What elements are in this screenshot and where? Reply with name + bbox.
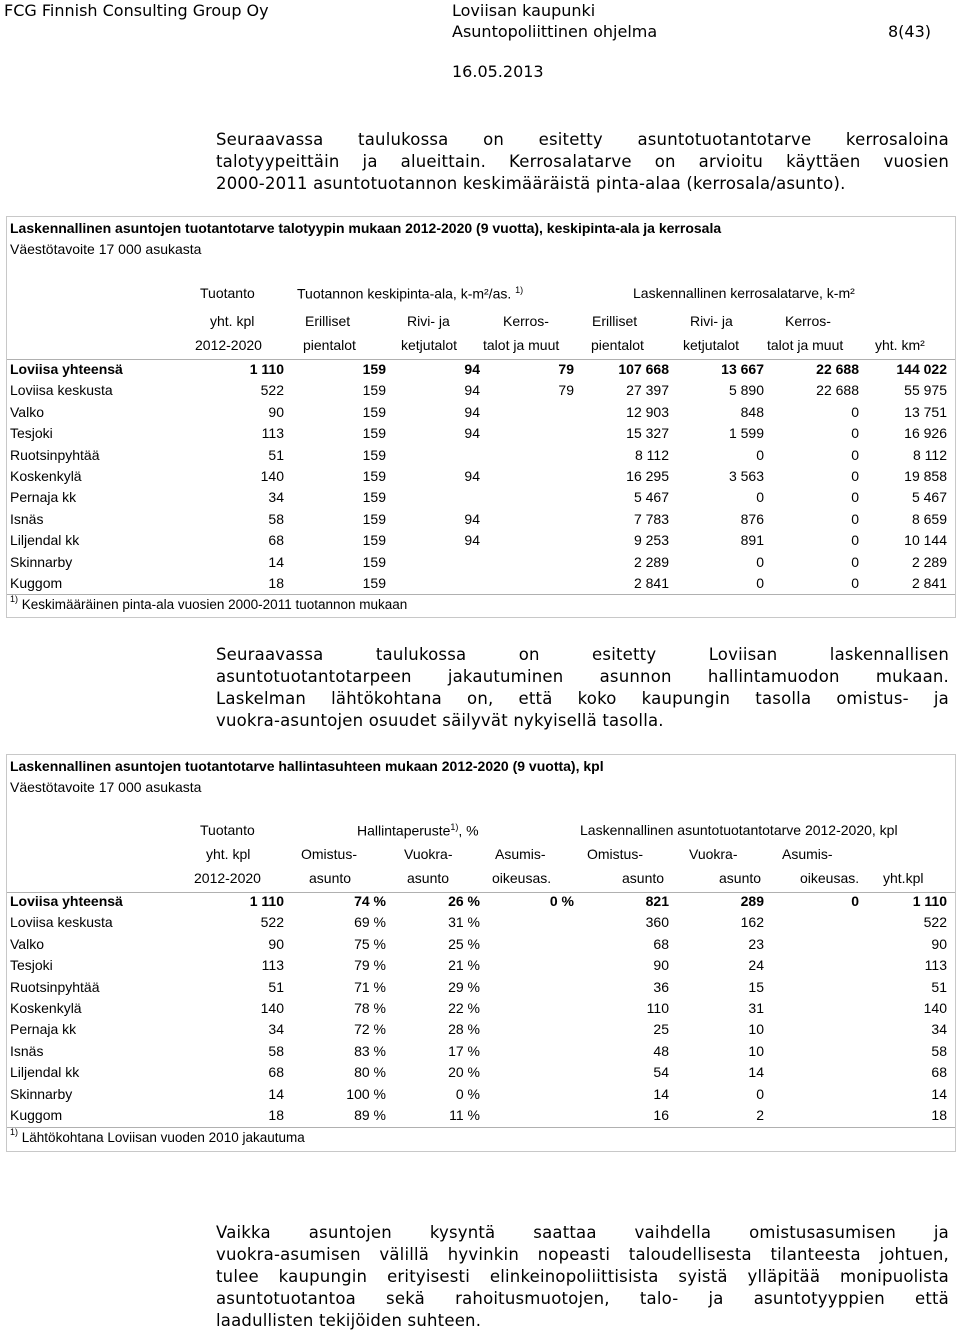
value-cell: 0 — [851, 489, 859, 506]
paragraph-line: talotyypeittäin ja alueittain. Kerrosalatarve on arvioitu käyttäen vuosien — [216, 152, 949, 171]
table-row — [7, 955, 955, 976]
value-cell: 20 % — [448, 1064, 480, 1081]
value-cell: 14 — [748, 1064, 764, 1081]
value-cell — [484, 423, 574, 444]
column-header: Omistus- — [587, 846, 643, 862]
value-cell: 289 — [740, 893, 764, 909]
value-cell: 0 — [851, 893, 859, 909]
value-cell: 107 668 — [618, 361, 669, 377]
value-cell — [484, 1105, 574, 1126]
column-header: Erilliset — [305, 313, 351, 329]
value-cell: 25 % — [448, 935, 480, 952]
column-header: asunto — [309, 870, 352, 886]
value-cell: 0 — [851, 510, 859, 527]
column-header: talot ja muut — [483, 337, 560, 353]
value-cell — [484, 1019, 574, 1040]
column-header: Vuokra- — [404, 846, 453, 862]
value-cell — [484, 912, 574, 933]
value-cell: 74 % — [354, 893, 386, 909]
value-cell: 24 — [748, 957, 764, 974]
table-title: Laskennallinen asuntojen tuotantotarve talotyypin mukaan 2012-2020 (9 vuotta), keskipinta-ala ja kerrosala — [10, 220, 722, 236]
value-cell: 79 % — [354, 957, 386, 974]
value-cell: 159 — [362, 468, 386, 484]
value-cell: 80 % — [354, 1064, 386, 1081]
value-cell: 522 — [260, 914, 284, 931]
area-name-cell: Ruotsinpyhtää — [10, 446, 100, 463]
value-cell: 10 144 — [904, 532, 947, 549]
column-header: asunto — [407, 870, 450, 886]
value-cell: 94 — [464, 425, 480, 442]
value-cell: 159 — [362, 403, 386, 420]
value-cell — [484, 402, 574, 423]
value-cell: 159 — [362, 425, 386, 442]
group-header-tenure-text: Hallintaperuste — [357, 822, 451, 839]
area-name-cell: Pernaja kk — [10, 489, 77, 506]
value-cell: 17 % — [448, 1042, 480, 1059]
value-cell: 5 467 — [911, 489, 947, 506]
value-cell: 28 % — [448, 1021, 480, 1038]
table-row — [7, 423, 955, 444]
column-header: pientalot — [591, 337, 644, 353]
column-header: asunto — [622, 870, 665, 886]
table-production-by-house-type — [6, 216, 956, 618]
value-cell: 79 — [558, 382, 574, 399]
value-cell: 90 — [931, 935, 947, 952]
column-header: yht. kpl — [206, 846, 251, 862]
value-cell — [390, 487, 480, 508]
value-cell — [484, 955, 574, 976]
area-name-cell: Koskenkylä — [10, 1000, 82, 1016]
value-cell: 159 — [362, 575, 386, 591]
value-cell: 94 — [464, 403, 480, 420]
value-cell — [769, 1019, 859, 1040]
table-title: Laskennallinen asuntojen tuotantotarve hallintasuhteen mukaan 2012-2020 (9 vuotta), kpl — [10, 758, 604, 774]
value-cell: 94 — [464, 382, 480, 399]
group-header-tenure-unit: , % — [458, 822, 479, 839]
value-cell: 16 — [653, 1107, 669, 1123]
value-cell: 34 — [268, 489, 284, 506]
value-cell: 75 % — [354, 935, 386, 952]
footnote-ref: 1) — [450, 822, 459, 832]
value-cell: 48 — [653, 1042, 669, 1059]
table-row — [7, 487, 955, 508]
table-row — [7, 934, 955, 955]
value-cell: 72 % — [354, 1021, 386, 1038]
value-cell — [769, 998, 859, 1019]
header-page-number: 8(43) — [888, 22, 932, 41]
value-cell: 22 % — [448, 1000, 480, 1016]
value-cell: 79 — [558, 361, 574, 377]
paragraph-line: Laskelman lähtökohtana on, että koko kaupungin tasolla omistus- ja — [216, 689, 949, 708]
table-total-row — [7, 891, 955, 912]
paragraph-line: tulee kaupungin erityisesti elinkeinopoliittisista syistä ylläpitää monipuolista — [216, 1267, 949, 1286]
footnote-mark: 1) — [10, 1127, 19, 1137]
footnote-text: Keskimääräinen pinta-ala vuosien 2000-2011 tuotannon mukaan — [21, 597, 408, 612]
column-header: ketjutalot — [683, 337, 740, 353]
value-cell: 94 — [464, 468, 480, 484]
value-cell: 159 — [362, 489, 386, 506]
area-name-cell: Pernaja kk — [10, 1021, 77, 1038]
area-name-cell: Koskenkylä — [10, 468, 82, 484]
table-row — [7, 1105, 955, 1126]
value-cell: 0 % — [549, 893, 574, 909]
value-cell: 1 110 — [912, 893, 947, 909]
table-row — [7, 466, 955, 487]
value-cell — [484, 466, 574, 487]
value-cell: 90 — [653, 957, 669, 974]
area-name-cell: Skinnarby — [10, 553, 73, 570]
paragraph-line: Vaikka asuntojen kysyntä saattaa vaihdella omistusasumisen ja — [216, 1223, 949, 1242]
value-cell: 848 — [740, 403, 764, 420]
value-cell: 0 — [851, 446, 859, 463]
value-cell: 26 % — [448, 893, 480, 909]
value-cell: 71 % — [354, 978, 386, 995]
value-cell: 13 751 — [904, 403, 947, 420]
value-cell — [484, 1062, 574, 1083]
header-client: Loviisan kaupunki — [452, 1, 596, 20]
value-cell: 54 — [653, 1064, 669, 1081]
value-cell: 10 — [748, 1021, 764, 1038]
value-cell: 83 % — [354, 1042, 386, 1059]
paragraph-1 — [216, 129, 949, 195]
value-cell: 0 — [851, 425, 859, 442]
footer-divider — [7, 1127, 955, 1128]
area-name-cell: Valko — [10, 403, 44, 420]
table-row — [7, 977, 955, 998]
table-row — [7, 573, 955, 594]
value-cell: 1 110 — [249, 893, 284, 909]
area-name-cell: Valko — [10, 935, 44, 952]
value-cell: 0 — [851, 403, 859, 420]
value-cell: 821 — [645, 893, 669, 909]
value-cell: 140 — [260, 1000, 284, 1016]
value-cell: 11 % — [449, 1107, 480, 1123]
group-header-avg-area — [297, 285, 523, 302]
value-cell: 89 % — [354, 1107, 386, 1123]
column-header: oikeusas. — [800, 870, 860, 886]
group-header-avg-area-text: Tuotannon keskipinta-ala, k-m²/as. — [297, 285, 512, 302]
value-cell: 14 — [931, 1085, 947, 1102]
value-cell: 68 — [268, 1064, 284, 1081]
value-cell: 69 % — [354, 914, 386, 931]
column-header: Rivi- ja — [690, 313, 733, 329]
value-cell: 14 — [268, 1085, 284, 1102]
table-row — [7, 552, 955, 573]
group-header-production: Tuotanto — [200, 285, 255, 301]
table-row — [7, 445, 955, 466]
value-cell — [769, 955, 859, 976]
value-cell: 0 — [756, 489, 764, 506]
value-cell: 14 — [653, 1085, 669, 1102]
table-row — [7, 402, 955, 423]
value-cell: 27 397 — [626, 382, 669, 399]
value-cell: 8 112 — [913, 446, 947, 463]
table-row — [7, 1019, 955, 1040]
group-header-housing-need: Laskennallinen asuntotuotantotarve 2012-2020, kpl — [580, 822, 898, 838]
table-row — [7, 1041, 955, 1062]
value-cell: 90 — [268, 935, 284, 952]
area-name-cell: Loviisa keskusta — [10, 382, 113, 399]
group-header-production: Tuotanto — [200, 822, 255, 838]
table-row — [7, 380, 955, 401]
value-cell: 18 — [931, 1107, 947, 1123]
footnote-mark: 1) — [10, 594, 19, 604]
value-cell: 3 563 — [728, 468, 764, 484]
area-name-cell: Skinnarby — [10, 1085, 73, 1102]
table-footnote — [10, 1127, 305, 1145]
paragraph-2 — [216, 644, 949, 732]
area-name-cell: Kuggom — [10, 1107, 63, 1123]
area-name-cell: Tesjoki — [10, 425, 53, 442]
value-cell: 94 — [464, 532, 480, 549]
value-cell: 55 975 — [904, 382, 947, 399]
value-cell: 13 667 — [721, 361, 764, 377]
table-subtitle: Väestötavoite 17 000 asukasta — [10, 241, 202, 257]
value-cell: 34 — [268, 1021, 284, 1038]
value-cell — [484, 530, 574, 551]
value-cell: 1 110 — [249, 361, 284, 377]
value-cell: 2 841 — [911, 575, 947, 591]
table-row — [7, 1084, 955, 1105]
value-cell: 58 — [268, 510, 284, 527]
value-cell: 18 — [268, 1107, 284, 1123]
value-cell: 10 — [748, 1042, 764, 1059]
value-cell: 8 112 — [635, 446, 669, 463]
value-cell: 159 — [362, 532, 386, 549]
value-cell: 522 — [923, 914, 947, 931]
table-production-by-tenure — [6, 754, 956, 1152]
paragraph-line: Seuraavassa taulukossa on esitetty asuntotuotantotarve kerrosaloina — [216, 130, 949, 149]
value-cell: 14 — [268, 553, 284, 570]
value-cell — [769, 1062, 859, 1083]
column-header: 2012-2020 — [195, 337, 262, 353]
value-cell: 100 % — [346, 1085, 386, 1102]
column-header: Rivi- ja — [407, 313, 450, 329]
value-cell: 12 903 — [626, 403, 669, 420]
value-cell: 16 295 — [626, 468, 669, 484]
value-cell — [484, 445, 574, 466]
paragraph-line: laadullisten tekijöiden suhteen. — [216, 1311, 482, 1330]
footnote-ref: 1) — [515, 285, 524, 295]
value-cell: 51 — [268, 446, 284, 463]
value-cell: 2 289 — [633, 553, 669, 570]
paragraph-line: asuntotuotantoa sekä rahoitusmuotojen, talo- ja asuntotyyppien että — [216, 1289, 949, 1308]
column-header: 2012-2020 — [194, 870, 261, 886]
value-cell: 113 — [924, 957, 947, 974]
value-cell: 9 253 — [633, 532, 669, 549]
value-cell: 68 — [653, 935, 669, 952]
value-cell: 51 — [268, 978, 284, 995]
value-cell: 8 659 — [911, 510, 947, 527]
column-header: yht. kpl — [210, 313, 255, 329]
value-cell: 16 926 — [904, 425, 947, 442]
value-cell: 18 — [268, 575, 284, 591]
value-cell: 140 — [923, 1000, 947, 1016]
value-cell: 15 — [748, 978, 764, 995]
value-cell: 140 — [260, 468, 284, 484]
area-name-cell: Loviisa keskusta — [10, 914, 113, 931]
value-cell: 21 % — [448, 957, 480, 974]
table-total-row — [7, 359, 955, 380]
column-header: pientalot — [303, 337, 356, 353]
area-name-cell: Ruotsinpyhtää — [10, 978, 100, 995]
value-cell: 68 — [931, 1064, 947, 1081]
table-subtitle: Väestötavoite 17 000 asukasta — [10, 779, 202, 795]
value-cell: 31 — [748, 1000, 764, 1016]
value-cell: 19 858 — [904, 468, 947, 484]
value-cell: 23 — [748, 935, 764, 952]
value-cell: 22 688 — [816, 361, 859, 377]
header-document: Asuntopoliittinen ohjelma — [452, 22, 658, 41]
value-cell: 5 890 — [728, 382, 764, 399]
value-cell: 1 599 — [728, 425, 764, 442]
value-cell: 58 — [931, 1042, 947, 1059]
footnote-text: Lähtökohtana Loviisan vuoden 2010 jakautuma — [21, 1130, 305, 1145]
value-cell: 159 — [362, 382, 386, 399]
paragraph-line: 2000-2011 asuntotuotannon keskimääräistä pinta-alaa (kerrosala/asunto). — [216, 174, 846, 193]
value-cell: 0 — [851, 575, 859, 591]
value-cell: 29 % — [448, 978, 480, 995]
header-company: FCG Finnish Consulting Group Oy — [4, 1, 269, 20]
header-date: 16.05.2013 — [452, 62, 544, 81]
value-cell: 0 — [851, 468, 859, 484]
area-name-cell: Isnäs — [10, 510, 44, 527]
column-header: Erilliset — [592, 313, 638, 329]
column-header: yht. km² — [875, 337, 925, 353]
value-cell — [390, 573, 480, 594]
area-name-cell: Loviisa yhteensä — [10, 893, 123, 909]
value-cell — [390, 445, 480, 466]
column-header: Kerros- — [785, 313, 831, 329]
paragraph-3 — [216, 1222, 949, 1332]
column-header: talot ja muut — [767, 337, 844, 353]
value-cell: 58 — [268, 1042, 284, 1059]
value-cell — [769, 1041, 859, 1062]
value-cell: 159 — [362, 361, 386, 377]
value-cell — [484, 934, 574, 955]
value-cell: 2 841 — [633, 575, 669, 591]
value-cell — [484, 977, 574, 998]
paragraph-line: vuokra-asuntojen osuudet säilyvät nykyisellä tasolla. — [216, 711, 664, 730]
column-header: Asumis- — [495, 846, 546, 862]
value-cell — [390, 552, 480, 573]
table-footnote — [10, 594, 408, 612]
value-cell — [484, 998, 574, 1019]
value-cell: 162 — [740, 914, 764, 931]
value-cell — [484, 487, 574, 508]
area-name-cell: Kuggom — [10, 575, 63, 591]
value-cell: 522 — [260, 382, 284, 399]
table-row — [7, 912, 955, 933]
value-cell: 94 — [464, 510, 480, 527]
area-name-cell: Loviisa yhteensä — [10, 361, 123, 377]
value-cell: 2 289 — [911, 553, 947, 570]
column-header: yht.kpl — [883, 870, 924, 886]
value-cell: 0 — [851, 553, 859, 570]
value-cell — [484, 509, 574, 530]
value-cell: 90 — [268, 403, 284, 420]
value-cell — [484, 1041, 574, 1062]
value-cell — [769, 912, 859, 933]
area-name-cell: Liljendal kk — [10, 1064, 80, 1081]
column-header: ketjutalot — [401, 337, 458, 353]
area-name-cell: Liljendal kk — [10, 532, 80, 549]
column-header: Omistus- — [301, 846, 357, 862]
column-header: Kerros- — [503, 313, 549, 329]
value-cell: 31 % — [448, 914, 480, 931]
value-cell — [484, 1084, 574, 1105]
value-cell: 876 — [740, 510, 764, 527]
value-cell: 113 — [261, 957, 284, 974]
value-cell: 360 — [645, 914, 669, 931]
paragraph-line: asuntotuotantotarpeen jakautuminen asunnon hallintamuodon mukaan. — [216, 667, 949, 686]
table-row — [7, 530, 955, 551]
value-cell: 68 — [268, 532, 284, 549]
value-cell: 36 — [653, 978, 669, 995]
value-cell: 7 783 — [633, 510, 669, 527]
value-cell: 51 — [931, 978, 947, 995]
value-cell — [484, 573, 574, 594]
value-cell: 25 — [653, 1021, 669, 1038]
value-cell: 0 — [756, 575, 764, 591]
value-cell — [484, 552, 574, 573]
value-cell: 110 — [646, 1000, 669, 1016]
table-row — [7, 509, 955, 530]
value-cell: 891 — [740, 532, 764, 549]
group-header-floor-area: Laskennallinen kerrosalatarve, k-m² — [633, 285, 855, 301]
value-cell: 113 — [261, 425, 284, 442]
value-cell: 0 % — [455, 1085, 480, 1102]
value-cell: 78 % — [354, 1000, 386, 1016]
value-cell: 34 — [931, 1021, 947, 1038]
value-cell — [769, 1084, 859, 1105]
value-cell — [769, 1105, 859, 1126]
area-name-cell: Tesjoki — [10, 957, 53, 974]
value-cell: 2 — [756, 1107, 764, 1123]
value-cell: 159 — [362, 446, 386, 463]
table-row — [7, 1062, 955, 1083]
value-cell — [769, 934, 859, 955]
value-cell: 22 688 — [816, 382, 859, 399]
column-header: asunto — [719, 870, 762, 886]
table-row — [7, 998, 955, 1019]
value-cell: 0 — [851, 532, 859, 549]
value-cell — [769, 977, 859, 998]
value-cell: 144 022 — [896, 361, 947, 377]
value-cell: 0 — [756, 1085, 764, 1102]
value-cell: 0 — [756, 553, 764, 570]
column-header: oikeusas. — [492, 870, 552, 886]
value-cell: 159 — [362, 510, 386, 527]
value-cell: 5 467 — [633, 489, 669, 506]
group-header-tenure-basis — [357, 822, 479, 839]
column-header: Vuokra- — [689, 846, 738, 862]
paragraph-line: vuokra-asumisen välillä hyvinkin nopeasti taloudellisesta tilanteesta johtuen, — [216, 1245, 949, 1264]
area-name-cell: Isnäs — [10, 1042, 44, 1059]
paragraph-line: Seuraavassa taulukossa on esitetty Loviisan laskennallisen — [216, 645, 949, 664]
column-header: Asumis- — [782, 846, 833, 862]
value-cell: 15 327 — [626, 425, 669, 442]
value-cell: 0 — [756, 446, 764, 463]
value-cell: 94 — [464, 361, 480, 377]
value-cell: 159 — [362, 553, 386, 570]
